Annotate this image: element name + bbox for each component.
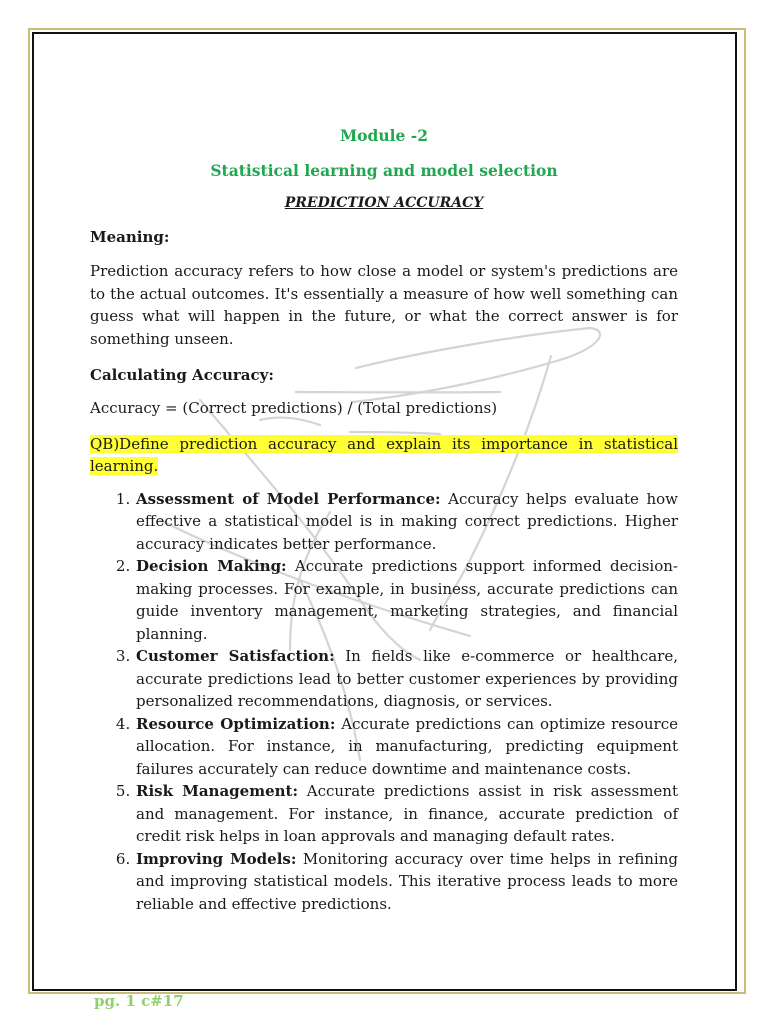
list-item-text: Accurate predictions support informed decision-making processes. For example, in business, accurate predictions can guide inventory management, marketing strategies, and financial planning. [136, 557, 678, 643]
meaning-label: Meaning: [90, 228, 170, 246]
list-item-title: Customer Satisfaction: [136, 647, 335, 665]
list-item [135, 713, 678, 781]
calculating-accuracy-label: Calculating Accuracy: [90, 366, 274, 384]
list-item [135, 488, 678, 556]
list-item-text: In fields like e-commerce or healthcare, accurate predictions lead to better customer experiences by providing personalized recommendations, diagnosis, or services. [136, 647, 678, 710]
section-heading: PREDICTION ACCURACY [284, 195, 484, 211]
list-item-text: Accurate predictions can optimize resource allocation. For instance, in manufacturing, predicting equipment failures accurately can reduce downtime and maintenance costs. [136, 714, 679, 778]
list-item-title: Assessment of Model Performance: [136, 489, 441, 508]
list-item-title: Resource Optimization: [136, 714, 336, 733]
module-title: Module -2 [340, 126, 428, 145]
list-item-title: Risk Management: [136, 782, 298, 800]
question-highlight: QB)Define prediction accuracy and explain its importance in statistical learning. [90, 434, 678, 475]
list-item-text: Monitoring accuracy over time helps in refining and improving statistical models. This iterative process leads to more reliable and effective predictions. [136, 849, 678, 913]
importance-list [90, 488, 678, 916]
list-item-title: Improving Models: [136, 849, 297, 868]
list-item-title: Decision Making: [136, 557, 287, 575]
document-body [90, 126, 678, 915]
list-item-text: Accurate predictions assist in risk assessment and management. For instance, in finance, accurate prediction of credit risk helps in loan approvals and managing default rates. [136, 782, 678, 845]
meaning-paragraph: Prediction accuracy refers to how close a model or system's predictions are to the actual outcomes. It's essentially a measure of how well something can guess what will happen in the future, or what the correct answer is for something unseen. [90, 262, 678, 348]
list-item-text: Accuracy helps evaluate how effective a statistical model is in making correct predictions. Higher accuracy indicates better performance. [136, 489, 678, 553]
accuracy-formula: Accuracy = (Correct predictions) / (Total predictions) [90, 399, 498, 417]
list-item [135, 645, 678, 713]
list-item [135, 555, 678, 645]
page-footer: pg. 1 c#17 [94, 992, 184, 1010]
list-item [135, 848, 678, 916]
question-block [90, 433, 678, 478]
list-item [135, 780, 678, 848]
subject-title: Statistical learning and model selection [210, 161, 558, 180]
